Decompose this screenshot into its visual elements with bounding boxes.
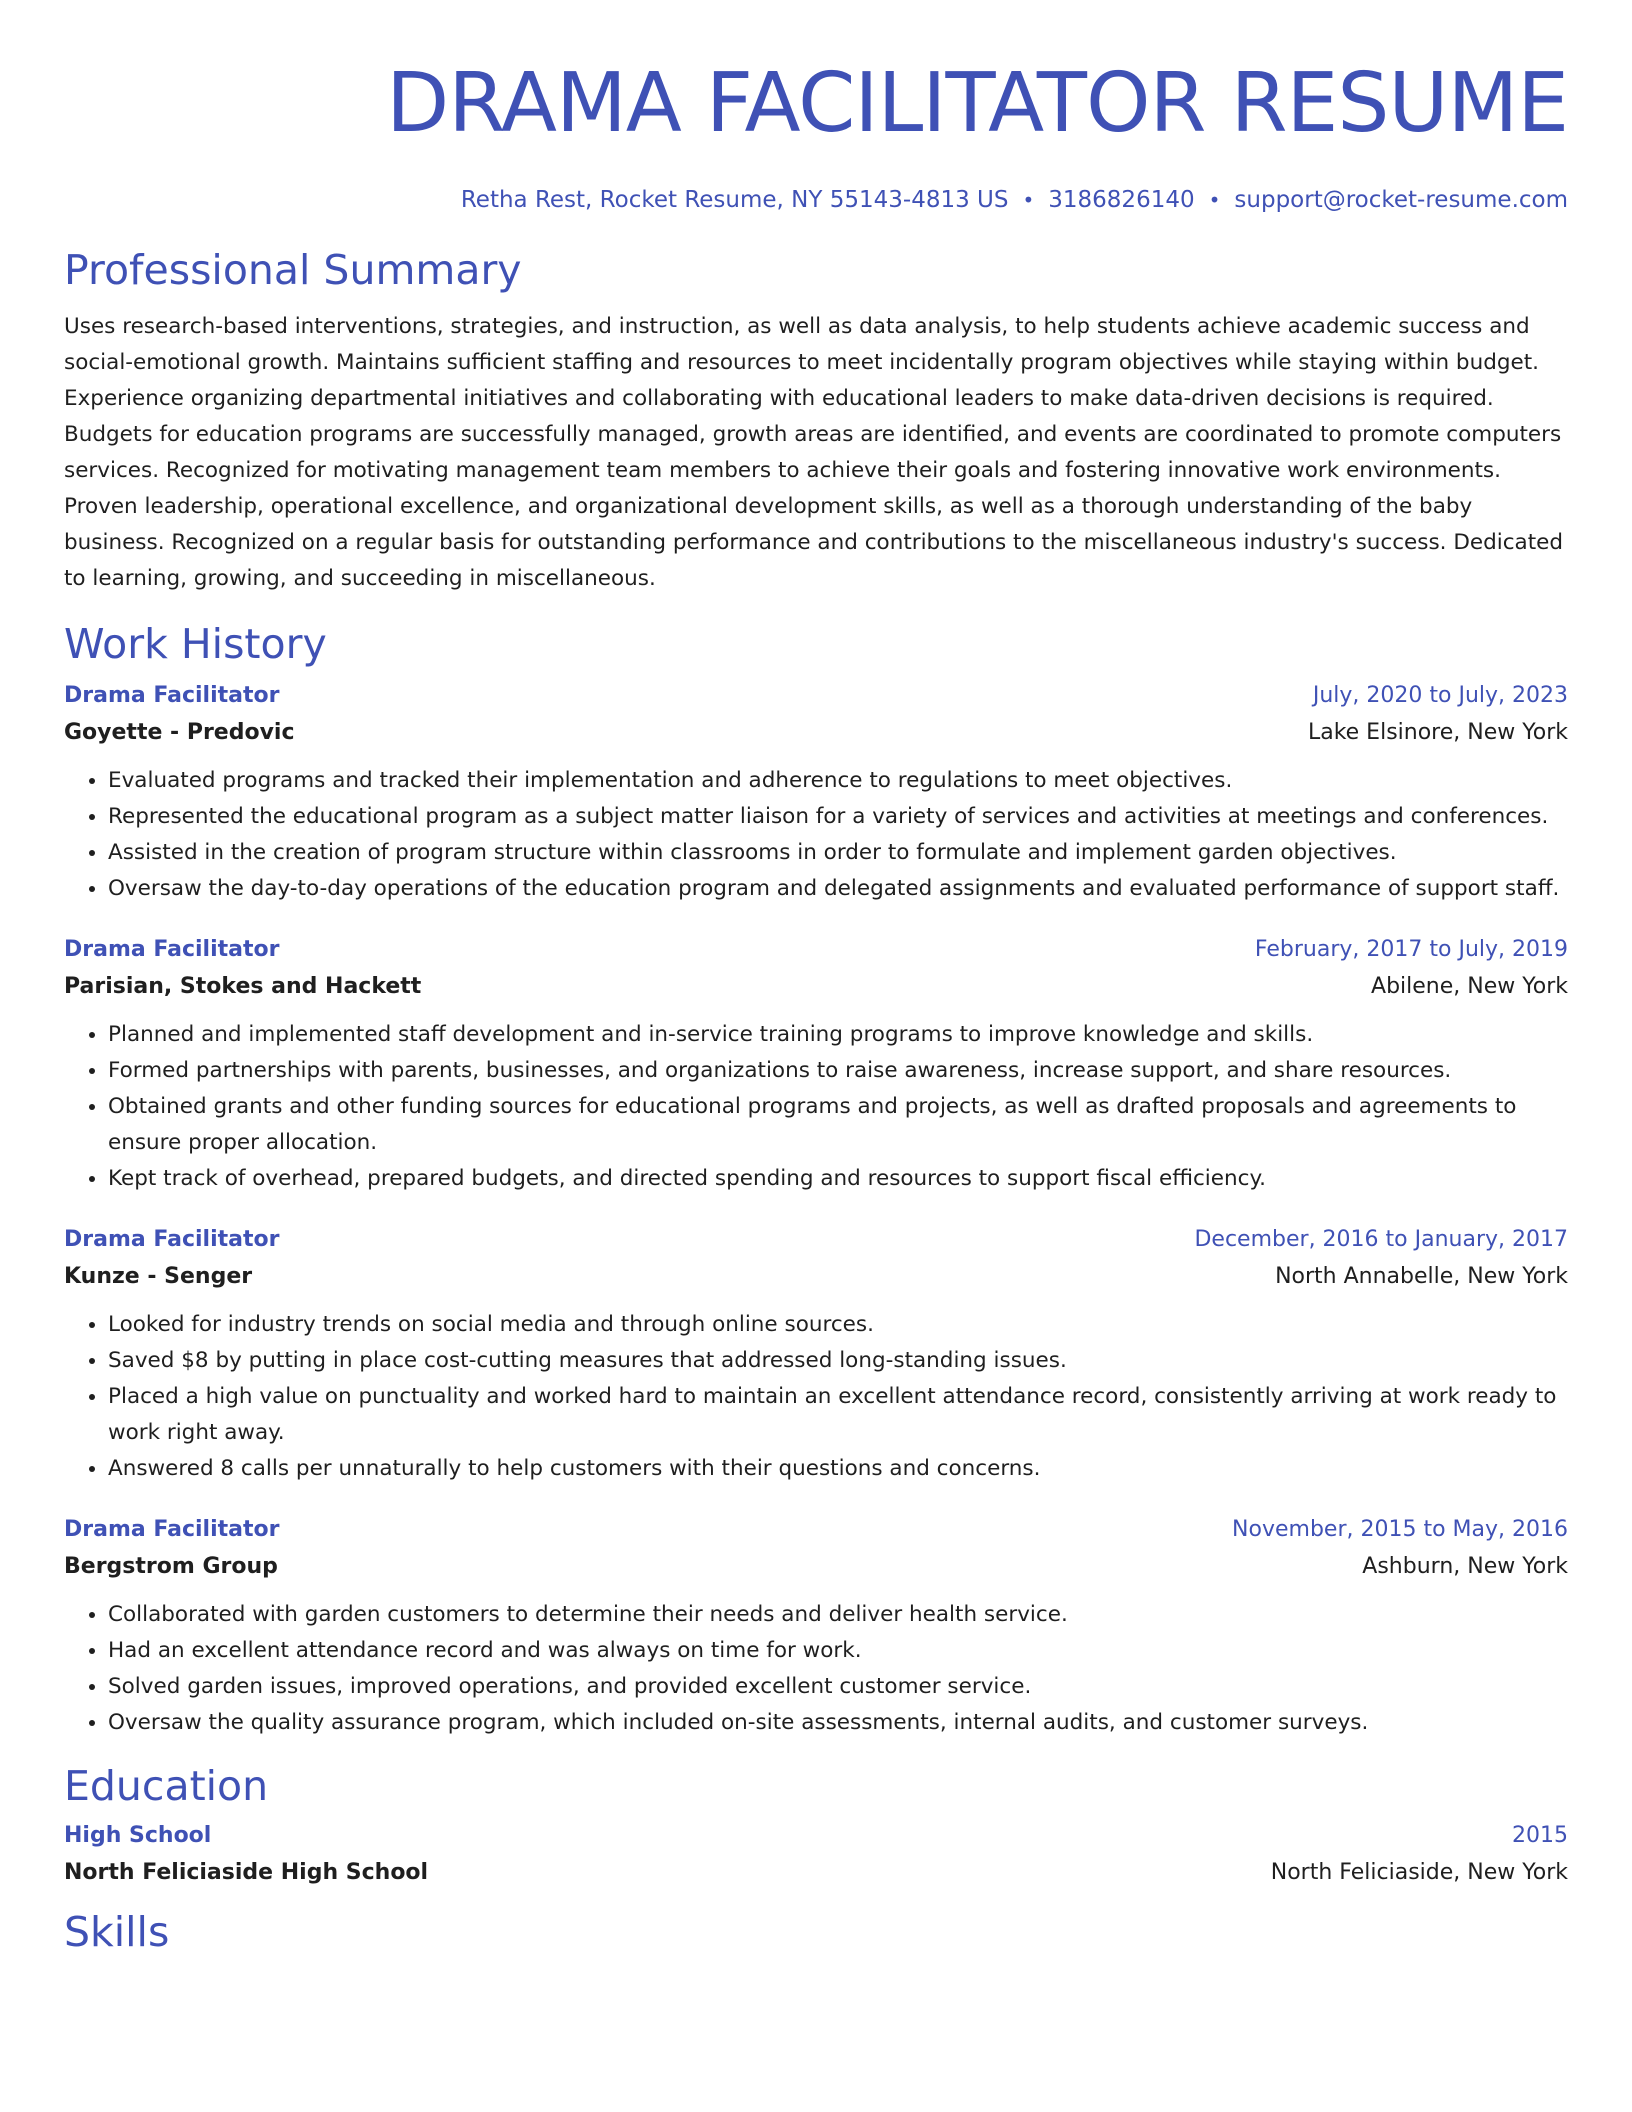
job-bullet: • Obtained grants and other funding sources for educational programs and projects, as well as drafted proposals and agreements to ensure proper allocation. [108,1089,1568,1161]
job-role: Drama Facilitator [64,1517,280,1542]
separator-dot: • [1208,188,1221,212]
skills-section [64,1907,1568,1957]
job-dates: November, 2015 to May, 2016 [1232,1517,1568,1542]
job-bullets [64,1307,1568,1487]
summary-text: Uses research-based interventions, strategies, and instruction, as well as data analysis, to help students achieve academic success and social-emotional growth. Maintains sufficient staffing and resources to meet incidentally program objectives while staying within budget. Experience organizing departmental initiatives and collaborating with educational leaders to make data-driven decisions is required. Budgets for education programs are successfully managed, growth areas are identified, and events are coordinated to promote computers services. Recognized for motivating management team members to achieve their goals and fostering innovative work environments. Proven leadership, operational excellence, and organizational development skills, as well as a thorough understanding of the baby business. Recognized on a regular basis for outstanding performance and contributions to the miscellaneous industry's success. Dedicated to learning, growing, and succeeding in miscellaneous. [64,314,1564,591]
education-degree: High School [64,1823,212,1848]
education-school: North Feliciaside High School [64,1860,429,1885]
job-role: Drama Facilitator [64,937,280,962]
job-bullet: • Oversaw the quality assurance program, which included on-site assessments, internal audits, and customer surveys. [108,1705,1568,1741]
job-bullet: • Answered 8 calls per unnaturally to help customers with their questions and concerns. [108,1451,1568,1487]
job-bullet: • Formed partnerships with parents, businesses, and organizations to raise awareness, increase support, and share resources. [108,1053,1568,1089]
job-dates: July, 2020 to July, 2023 [1312,683,1568,708]
contact-email[interactable]: support@rocket-resume.com [1234,187,1568,213]
job-dates: December, 2016 to January, 2017 [1194,1227,1568,1252]
job-company: Parisian, Stokes and Hackett [64,974,422,999]
job-bullet: • Solved garden issues, improved operations, and provided excellent customer service. [108,1669,1568,1705]
separator-dot: • [1022,188,1035,212]
job-bullet: • Had an excellent attendance record and was always on time for work. [108,1633,1568,1669]
job-bullet: • Represented the educational program as a subject matter liaison for a variety of services and activities at meetings and conferences. [108,799,1568,835]
job-location: Lake Elsinore, New York [1307,720,1568,745]
section-heading-summary: Professional Summary [64,246,522,294]
education-year: 2015 [1512,1823,1568,1848]
job-location: North Annabelle, New York [1275,1264,1568,1289]
job-bullets [64,1017,1568,1197]
job-entry [64,933,1568,1197]
job-bullets [64,763,1568,907]
job-company: Bergstrom Group [64,1554,278,1579]
professional-summary-section [64,245,1568,597]
contact-address: Retha Rest, Rocket Resume, NY 55143-4813 US [460,187,1009,213]
education-section [64,1761,1568,1893]
job-location: Abilene, New York [1371,974,1568,999]
job-bullet: • Assisted in the creation of program structure within classrooms in order to formulate and implement garden objectives. [108,835,1568,871]
job-company: Kunze - Senger [64,1264,253,1289]
job-bullet: • Kept track of overhead, prepared budgets, and directed spending and resources to support fiscal efficiency. [108,1161,1568,1197]
work-history-section [64,619,1568,1741]
job-entry [64,1513,1568,1741]
job-bullet: • Collaborated with garden customers to determine their needs and deliver health service. [108,1597,1568,1633]
job-dates: February, 2017 to July, 2019 [1254,937,1568,962]
job-role: Drama Facilitator [64,683,280,708]
job-entry [64,679,1568,907]
job-location: Ashburn, New York [1362,1554,1568,1579]
contact-line [64,185,1568,215]
job-role: Drama Facilitator [64,1227,280,1252]
job-bullet: • Oversaw the day-to-day operations of the education program and delegated assignments and evaluated performance of support staff. [108,871,1568,907]
section-heading-work: Work History [64,620,327,668]
section-heading-skills: Skills [64,1908,170,1956]
job-bullet: • Evaluated programs and tracked their implementation and adherence to regulations to meet objectives. [108,763,1568,799]
resume-title: DRAMA FACILITATOR RESUME [386,56,1568,151]
job-bullets [64,1597,1568,1741]
job-company: Goyette - Predovic [64,720,295,745]
education-location: North Feliciaside, New York [1270,1860,1568,1885]
job-entry [64,1223,1568,1487]
job-bullet: • Saved $8 by putting in place cost-cutting measures that addressed long-standing issues. [108,1343,1568,1379]
contact-phone: 3186826140 [1048,187,1195,213]
job-bullet: • Placed a high value on punctuality and worked hard to maintain an excellent attendance record, consistently arriving at work ready to work right away. [108,1379,1568,1451]
job-bullet: • Looked for industry trends on social media and through online sources. [108,1307,1568,1343]
section-heading-education: Education [64,1762,269,1810]
job-bullet: • Planned and implemented staff development and in-service training programs to improve knowledge and skills. [108,1017,1568,1053]
